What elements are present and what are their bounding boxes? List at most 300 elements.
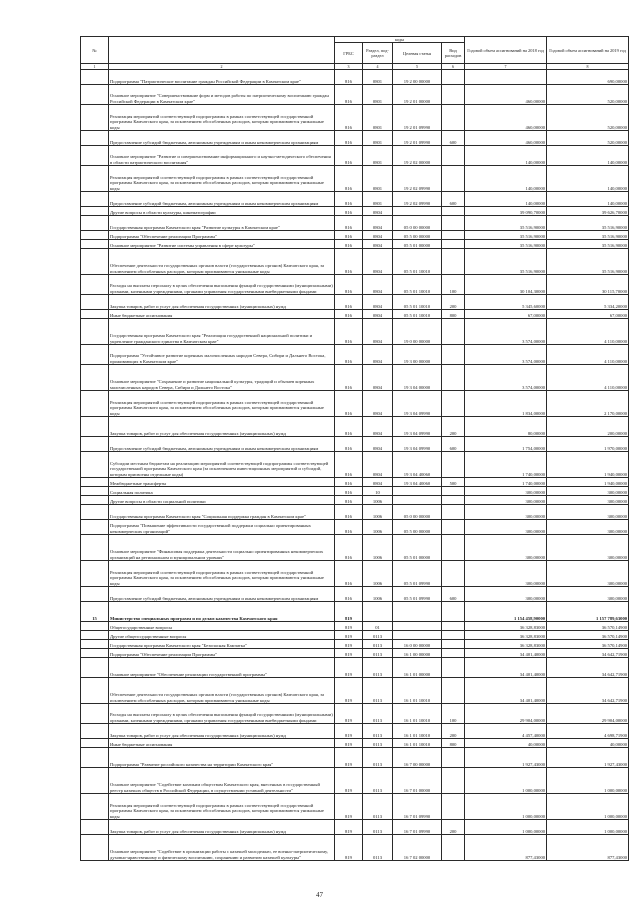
row-razdel: 0804 [363, 295, 393, 310]
row-amount-2019: 300,00000 [547, 496, 629, 505]
row-grbs: 819 [335, 739, 363, 748]
row-number [81, 295, 109, 310]
row-grbs: 816 [335, 391, 363, 417]
row-amount-2018: 1 154 458,90000 [465, 602, 547, 622]
row-amount-2019: 4 110,00000 [547, 345, 629, 365]
row-razdel: 0113 [363, 748, 393, 768]
row-grbs: 816 [335, 240, 363, 249]
row-expense-type [442, 602, 465, 622]
row-amount-2018: 140,00000 [465, 192, 547, 207]
row-name: Общегосударственные вопросы [109, 622, 335, 631]
row-razdel [363, 602, 393, 622]
row-razdel: 0113 [363, 739, 393, 748]
table-row [81, 631, 629, 640]
table-row [81, 640, 629, 649]
row-name: Реализация мероприятий соответствующей подпрограммы в рамках соответствующей государственной программы Камчатского края, за исключением обособленных расходов, которым присваиваются уникальные коды [109, 391, 335, 417]
row-expense-type [442, 231, 465, 240]
row-razdel: 0113 [363, 678, 393, 704]
row-name: Предоставление субсидий бюджетным, автономным учреждениям и иным некоммерческим организациям [109, 131, 335, 146]
row-name: Подпрограмма "Обеспечение реализации Программы" [109, 231, 335, 240]
row-amount-2019: 35 516,90000 [547, 231, 629, 240]
row-amount-2019: 300,00000 [547, 487, 629, 496]
table-row [81, 192, 629, 207]
row-amount-2018: 300,00000 [465, 487, 547, 496]
row-amount-2019: 29 904,00000 [547, 704, 629, 724]
row-number [81, 310, 109, 319]
row-razdel: 0804 [363, 391, 393, 417]
row-name: Реализация мероприятий соответствующей подпрограммы в рамках соответствующей государственной программы Камчатского края, за исключением обособленных расходов, которым присваиваются уникальные коды [109, 561, 335, 587]
row-target-article [393, 487, 442, 496]
row-target-article: 16 7 01 00000 [393, 768, 442, 794]
row-amount-2018: 35 516,90000 [465, 216, 547, 231]
row-target-article: 19 2 01 00000 [393, 85, 442, 105]
row-grbs: 819 [335, 658, 363, 678]
row-expense-type [442, 496, 465, 505]
row-expense-type [442, 146, 465, 166]
table-row [81, 417, 629, 437]
column-index: 3 [335, 64, 363, 70]
row-number [81, 739, 109, 748]
row-expense-type [442, 794, 465, 820]
row-razdel: 1006 [363, 561, 393, 587]
row-number [81, 678, 109, 704]
row-name: Государственная программа Камчатского края "Развитие культуры в Камчатском крае" [109, 216, 335, 231]
header-statya: Целевая статья [393, 43, 442, 64]
row-name: Расходы на выплаты персоналу в целях обеспечения выполнения функций государственными (муниципальными) органами, казенными учреждениями, органами управления государственными внебюджетными фондами [109, 704, 335, 724]
table-row [81, 835, 629, 861]
row-grbs: 819 [335, 678, 363, 704]
row-expense-type: 200 [442, 724, 465, 739]
table-row [81, 602, 629, 622]
column-index: 6 [442, 64, 465, 70]
row-razdel: 0801 [363, 105, 393, 131]
row-target-article: 19 3 04 40060 [393, 452, 442, 478]
row-amount-2018: 1 834,00000 [465, 391, 547, 417]
row-razdel: 0113 [363, 768, 393, 794]
row-grbs: 816 [335, 70, 363, 85]
page-number: 47 [316, 891, 323, 899]
row-amount-2019: 30 115,70000 [547, 275, 629, 295]
table-row [81, 649, 629, 658]
row-target-article: 05 5 01 09990 [393, 561, 442, 587]
row-amount-2019: 36 570,14900 [547, 640, 629, 649]
header-razdel: Раздел, под-раздел [363, 43, 393, 64]
row-expense-type [442, 678, 465, 704]
row-razdel: 0801 [363, 131, 393, 146]
row-expense-type [442, 505, 465, 520]
row-name: Другие вопросы в области культуры, кинематографии [109, 207, 335, 216]
row-amount-2018: 36 328,83000 [465, 622, 547, 631]
row-number [81, 131, 109, 146]
row-expense-type: 600 [442, 192, 465, 207]
header-codes: коды [335, 37, 465, 43]
row-amount-2018: 35 516,90000 [465, 231, 547, 240]
row-razdel: 0113 [363, 649, 393, 658]
row-expense-type [442, 105, 465, 131]
row-amount-2018: 80,00000 [465, 417, 547, 437]
row-number [81, 345, 109, 365]
row-expense-type: 600 [442, 587, 465, 602]
row-razdel: 1006 [363, 520, 393, 535]
table-row [81, 275, 629, 295]
row-amount-2019: 877,43000 [547, 835, 629, 861]
row-grbs: 816 [335, 487, 363, 496]
row-amount-2018: 1 740,00000 [465, 478, 547, 487]
row-amount-2019: 300,00000 [547, 587, 629, 602]
row-name: Расходы на выплаты персоналу в целях обеспечения выполнения функций государственными (муниципальными) органами, казенными учреждениями, органами управления государственными внебюджетными фондами [109, 275, 335, 295]
row-number [81, 748, 109, 768]
header-name-empty [109, 37, 335, 64]
row-grbs: 819 [335, 602, 363, 622]
table-row [81, 561, 629, 587]
table-row [81, 452, 629, 478]
row-name: Закупка товаров, работ и услуг для обеспечения государственных (муниципальных) нужд [109, 820, 335, 835]
row-grbs: 816 [335, 365, 363, 391]
row-number [81, 704, 109, 724]
row-name: Основное мероприятие "Развитие и совершенствование информационного и научно-методического обеспечения в области патриотического воспитания" [109, 146, 335, 166]
row-amount-2019: 1 940,00000 [547, 478, 629, 487]
table-row [81, 166, 629, 192]
row-target-article: 16 1 01 10010 [393, 724, 442, 739]
row-amount-2018: 36 328,83000 [465, 640, 547, 649]
header-2019: Годовой объем ассигнований на 2019 год [547, 37, 629, 64]
row-number [81, 166, 109, 192]
table-row [81, 365, 629, 391]
row-expense-type [442, 520, 465, 535]
row-grbs: 819 [335, 748, 363, 768]
column-index: 4 [363, 64, 393, 70]
row-name: Министерство специальных программ и по делам казачества Камчатского края [109, 602, 335, 622]
row-grbs: 816 [335, 496, 363, 505]
row-name: Обеспечение деятельности государственных органов власти (государственных органов) Камчатского края, за исключением обособленных расходов, которым присваиваются уникальные коды [109, 678, 335, 704]
row-amount-2018: 3 574,00000 [465, 365, 547, 391]
row-expense-type [442, 319, 465, 345]
row-razdel: 0113 [363, 658, 393, 678]
row-razdel: 0113 [363, 794, 393, 820]
row-amount-2019: 36 570,14900 [547, 622, 629, 631]
row-expense-type [442, 748, 465, 768]
row-target-article: 05 5 00 00000 [393, 231, 442, 240]
row-target-article: 16 7 00 00000 [393, 748, 442, 768]
row-expense-type: 100 [442, 275, 465, 295]
row-razdel: 0801 [363, 192, 393, 207]
row-razdel: 0804 [363, 365, 393, 391]
row-grbs: 816 [335, 275, 363, 295]
row-target-article: 19 3 04 09990 [393, 417, 442, 437]
row-name: Подпрограмма "Повышение эффективности государственной поддержки социально ориентированных некоммерческих организаций" [109, 520, 335, 535]
row-razdel: 0113 [363, 724, 393, 739]
row-number [81, 496, 109, 505]
row-name: Основное мероприятие "Финансовая поддержка деятельности социально ориентированных некоммерческих организаций на региональном и муниципальном уровнях" [109, 535, 335, 561]
row-expense-type [442, 166, 465, 192]
row-number [81, 240, 109, 249]
row-number [81, 192, 109, 207]
row-grbs: 819 [335, 768, 363, 794]
row-expense-type [442, 649, 465, 658]
row-number [81, 478, 109, 487]
row-expense-type [442, 207, 465, 216]
row-grbs: 816 [335, 535, 363, 561]
row-razdel: 0804 [363, 417, 393, 437]
row-amount-2019: 300,00000 [547, 520, 629, 535]
row-number [81, 640, 109, 649]
row-amount-2018: 140,00000 [465, 146, 547, 166]
row-grbs: 819 [335, 835, 363, 861]
row-name: Основное мероприятие "Сохранение и развитие национальной культуры, традиций и обычаев коренных малочисленных народов Севера, Сибири и Дальнего Востока" [109, 365, 335, 391]
row-expense-type [442, 345, 465, 365]
row-amount-2019: 35 516,90000 [547, 240, 629, 249]
table-row [81, 85, 629, 105]
row-expense-type [442, 631, 465, 640]
table-row [81, 739, 629, 748]
row-razdel: 01 [363, 622, 393, 631]
header-number: № [81, 37, 109, 64]
row-amount-2018: 34 401,40000 [465, 678, 547, 704]
row-amount-2018: 3 574,00000 [465, 319, 547, 345]
table-row [81, 535, 629, 561]
row-amount-2019: 140,00000 [547, 166, 629, 192]
row-amount-2018: 30 104,30000 [465, 275, 547, 295]
row-razdel: 0113 [363, 704, 393, 724]
row-razdel: 1006 [363, 505, 393, 520]
row-amount-2018: 460,00000 [465, 131, 547, 146]
row-expense-type: 600 [442, 131, 465, 146]
row-amount-2019: 34 642,71900 [547, 678, 629, 704]
row-target-article: 16 0 00 00000 [393, 640, 442, 649]
row-number [81, 561, 109, 587]
row-grbs: 816 [335, 105, 363, 131]
row-amount-2018: 5 345,60000 [465, 295, 547, 310]
row-target-article: 19 3 04 40060 [393, 478, 442, 487]
row-name: Иные бюджетные ассигнования [109, 739, 335, 748]
row-amount-2019: 140,00000 [547, 192, 629, 207]
row-amount-2019: 1 157 789,63000 [547, 602, 629, 622]
table-row [81, 249, 629, 275]
row-grbs: 816 [335, 561, 363, 587]
table-row [81, 131, 629, 146]
row-target-article: 19 3 00 00000 [393, 345, 442, 365]
row-expense-type: 800 [442, 739, 465, 748]
row-number [81, 505, 109, 520]
row-amount-2018: 1 754,00000 [465, 437, 547, 452]
row-name: Подпрограмма "Развитие российского казачества на территории Камчатского края" [109, 748, 335, 768]
table-row [81, 391, 629, 417]
row-target-article: 19 2 02 09990 [393, 166, 442, 192]
row-amount-2018: 36 328,83000 [465, 631, 547, 640]
row-expense-type: 200 [442, 295, 465, 310]
row-razdel: 10 [363, 487, 393, 496]
row-amount-2018: 300,00000 [465, 505, 547, 520]
row-number [81, 520, 109, 535]
row-expense-type [442, 835, 465, 861]
row-target-article: 19 2 01 09990 [393, 131, 442, 146]
row-expense-type [442, 240, 465, 249]
row-name: Государственная программа Камчатского края "Реализация государственной национальной политики и укрепление гражданского единства в Камчатском крае" [109, 319, 335, 345]
row-target-article: 16 7 02 00000 [393, 835, 442, 861]
header-vid: Вид расходов [442, 43, 465, 64]
row-razdel: 1006 [363, 535, 393, 561]
row-number [81, 768, 109, 794]
row-target-article: 19 2 00 00000 [393, 70, 442, 85]
table-row [81, 748, 629, 768]
row-grbs: 816 [335, 452, 363, 478]
row-number [81, 835, 109, 861]
row-name: Реализация мероприятий соответствующей подпрограммы в рамках соответствующей государственной программы Камчатского края, за исключением обособленных расходов, которым присваиваются уникальные коды [109, 794, 335, 820]
row-expense-type [442, 391, 465, 417]
row-amount-2019: 520,00000 [547, 85, 629, 105]
row-grbs: 819 [335, 640, 363, 649]
row-amount-2019: 520,00000 [547, 131, 629, 146]
row-amount-2019: 1 970,00000 [547, 437, 629, 452]
row-number [81, 437, 109, 452]
row-amount-2018: 40,00000 [465, 739, 547, 748]
row-amount-2018: 67,00000 [465, 310, 547, 319]
row-amount-2019: 1 000,00000 [547, 768, 629, 794]
row-target-article: 16 7 01 09990 [393, 794, 442, 820]
row-number [81, 391, 109, 417]
row-amount-2019: 300,00000 [547, 535, 629, 561]
row-razdel: 1006 [363, 496, 393, 505]
row-expense-type [442, 487, 465, 496]
row-target-article: 16 1 01 10010 [393, 739, 442, 748]
row-amount-2018: 35 516,90000 [465, 240, 547, 249]
row-expense-type: 800 [442, 310, 465, 319]
row-amount-2019: 67,00000 [547, 310, 629, 319]
row-number [81, 365, 109, 391]
row-number [81, 487, 109, 496]
row-target-article: 19 2 01 09990 [393, 105, 442, 131]
row-target-article: 16 1 01 10010 [393, 678, 442, 704]
row-number: 15 [81, 602, 109, 622]
row-amount-2018 [465, 70, 547, 85]
row-expense-type [442, 640, 465, 649]
row-grbs: 816 [335, 231, 363, 240]
row-name: Закупка товаров, работ и услуг для обеспечения государственных (муниципальных) нужд [109, 724, 335, 739]
row-amount-2018: 29 904,00000 [465, 704, 547, 724]
row-razdel: 0804 [363, 240, 393, 249]
row-razdel: 0113 [363, 820, 393, 835]
row-target-article: 05 0 00 00000 [393, 505, 442, 520]
row-grbs: 816 [335, 216, 363, 231]
row-amount-2019: 140,00000 [547, 146, 629, 166]
row-name: Реализация мероприятий соответствующей подпрограммы в рамках соответствующей государственной программы Камчатского края, за исключением обособленных расходов, которым присваиваются уникальные коды [109, 105, 335, 131]
row-amount-2018: 3 574,00000 [465, 345, 547, 365]
row-target-article: 16 7 01 09990 [393, 820, 442, 835]
row-amount-2018: 300,00000 [465, 535, 547, 561]
row-target-article: 05 5 00 00000 [393, 520, 442, 535]
row-target-article: 05 5 01 10010 [393, 249, 442, 275]
table-row [81, 319, 629, 345]
row-grbs: 816 [335, 478, 363, 487]
row-amount-2018: 35 516,90000 [465, 249, 547, 275]
row-amount-2019: 35 516,90000 [547, 216, 629, 231]
row-amount-2019: 1 000,00000 [547, 820, 629, 835]
row-grbs: 816 [335, 310, 363, 319]
row-expense-type [442, 561, 465, 587]
row-razdel: 0113 [363, 835, 393, 861]
row-amount-2019: 4 698,71900 [547, 724, 629, 739]
row-number [81, 231, 109, 240]
row-expense-type [442, 658, 465, 678]
row-target-article: 05 5 01 10010 [393, 295, 442, 310]
row-target-article: 19 3 04 09990 [393, 437, 442, 452]
row-amount-2019: 34 642,71900 [547, 658, 629, 678]
row-amount-2019: 1 927,43000 [547, 748, 629, 768]
table-row [81, 520, 629, 535]
row-expense-type [442, 535, 465, 561]
row-grbs: 816 [335, 249, 363, 275]
row-amount-2019: 4 110,00000 [547, 319, 629, 345]
row-razdel: 0801 [363, 85, 393, 105]
row-name: Реализация мероприятий соответствующей подпрограммы в рамках соответствующей государственной программы Камчатского края, за исключением обособленных расходов, которым присваиваются уникальные коды [109, 166, 335, 192]
row-amount-2018: 300,00000 [465, 496, 547, 505]
row-expense-type [442, 452, 465, 478]
row-grbs: 816 [335, 319, 363, 345]
row-razdel: 0804 [363, 437, 393, 452]
row-grbs: 816 [335, 345, 363, 365]
row-number [81, 724, 109, 739]
table-row [81, 231, 629, 240]
row-name: Субсидии местным бюджетам на реализацию мероприятий соответствующей подпрограммы соответствующей государственной программы Камчатского края (за исключением инвестиционных мероприятий и субсидий, которым присвоены отдельные коды) [109, 452, 335, 478]
row-name: Основное мероприятие "Содействие в организации работы с казачьей молодежью, ее военно-патриотическому, духовно-нравственному и физическому воспитанию, сохранению и развитию казачьей культуры" [109, 835, 335, 861]
table-row [81, 345, 629, 365]
row-amount-2019: 1 940,00000 [547, 452, 629, 478]
row-target-article [393, 622, 442, 631]
table-row [81, 704, 629, 724]
row-name: Другие общегосударственные вопросы [109, 631, 335, 640]
row-amount-2018: 1 000,00000 [465, 768, 547, 794]
row-amount-2019: 39 626,70000 [547, 207, 629, 216]
row-razdel: 0113 [363, 640, 393, 649]
row-number [81, 105, 109, 131]
table-row [81, 724, 629, 739]
table-row [81, 70, 629, 85]
row-amount-2019: 200,00000 [547, 417, 629, 437]
table-body [81, 70, 629, 861]
row-grbs: 816 [335, 505, 363, 520]
row-amount-2019: 1 000,00000 [547, 794, 629, 820]
row-number [81, 319, 109, 345]
table-row [81, 437, 629, 452]
row-expense-type [442, 365, 465, 391]
row-expense-type: 200 [442, 417, 465, 437]
row-grbs: 816 [335, 587, 363, 602]
row-grbs: 819 [335, 704, 363, 724]
row-razdel: 0801 [363, 166, 393, 192]
row-name: Подпрограмма "Патриотическое воспитание граждан Российской Федерации в Камчатском крае" [109, 70, 335, 85]
table-row [81, 487, 629, 496]
row-amount-2019: 2 170,00000 [547, 391, 629, 417]
row-razdel: 0804 [363, 319, 393, 345]
row-razdel: 0801 [363, 146, 393, 166]
row-amount-2018: 300,00000 [465, 587, 547, 602]
row-razdel: 0804 [363, 207, 393, 216]
row-amount-2019: 36 570,14900 [547, 631, 629, 640]
row-name: Основное мероприятие "Обеспечение реализации государственной программы" [109, 658, 335, 678]
row-target-article: 05 0 00 00000 [393, 216, 442, 231]
row-grbs: 816 [335, 192, 363, 207]
row-name: Основное мероприятие "Содействие казачьим обществам Камчатского края, внесенных в государственный реестр казачьих обществ в Российской Федерации, в осуществлении уставной деятельности" [109, 768, 335, 794]
row-grbs: 816 [335, 520, 363, 535]
row-amount-2019: 5 334,20000 [547, 295, 629, 310]
row-target-article [393, 631, 442, 640]
row-amount-2018: 300,00000 [465, 520, 547, 535]
table-row [81, 105, 629, 131]
row-grbs: 816 [335, 131, 363, 146]
column-index: 2 [109, 64, 335, 70]
row-amount-2018: 140,00000 [465, 166, 547, 192]
row-razdel: 0804 [363, 231, 393, 240]
